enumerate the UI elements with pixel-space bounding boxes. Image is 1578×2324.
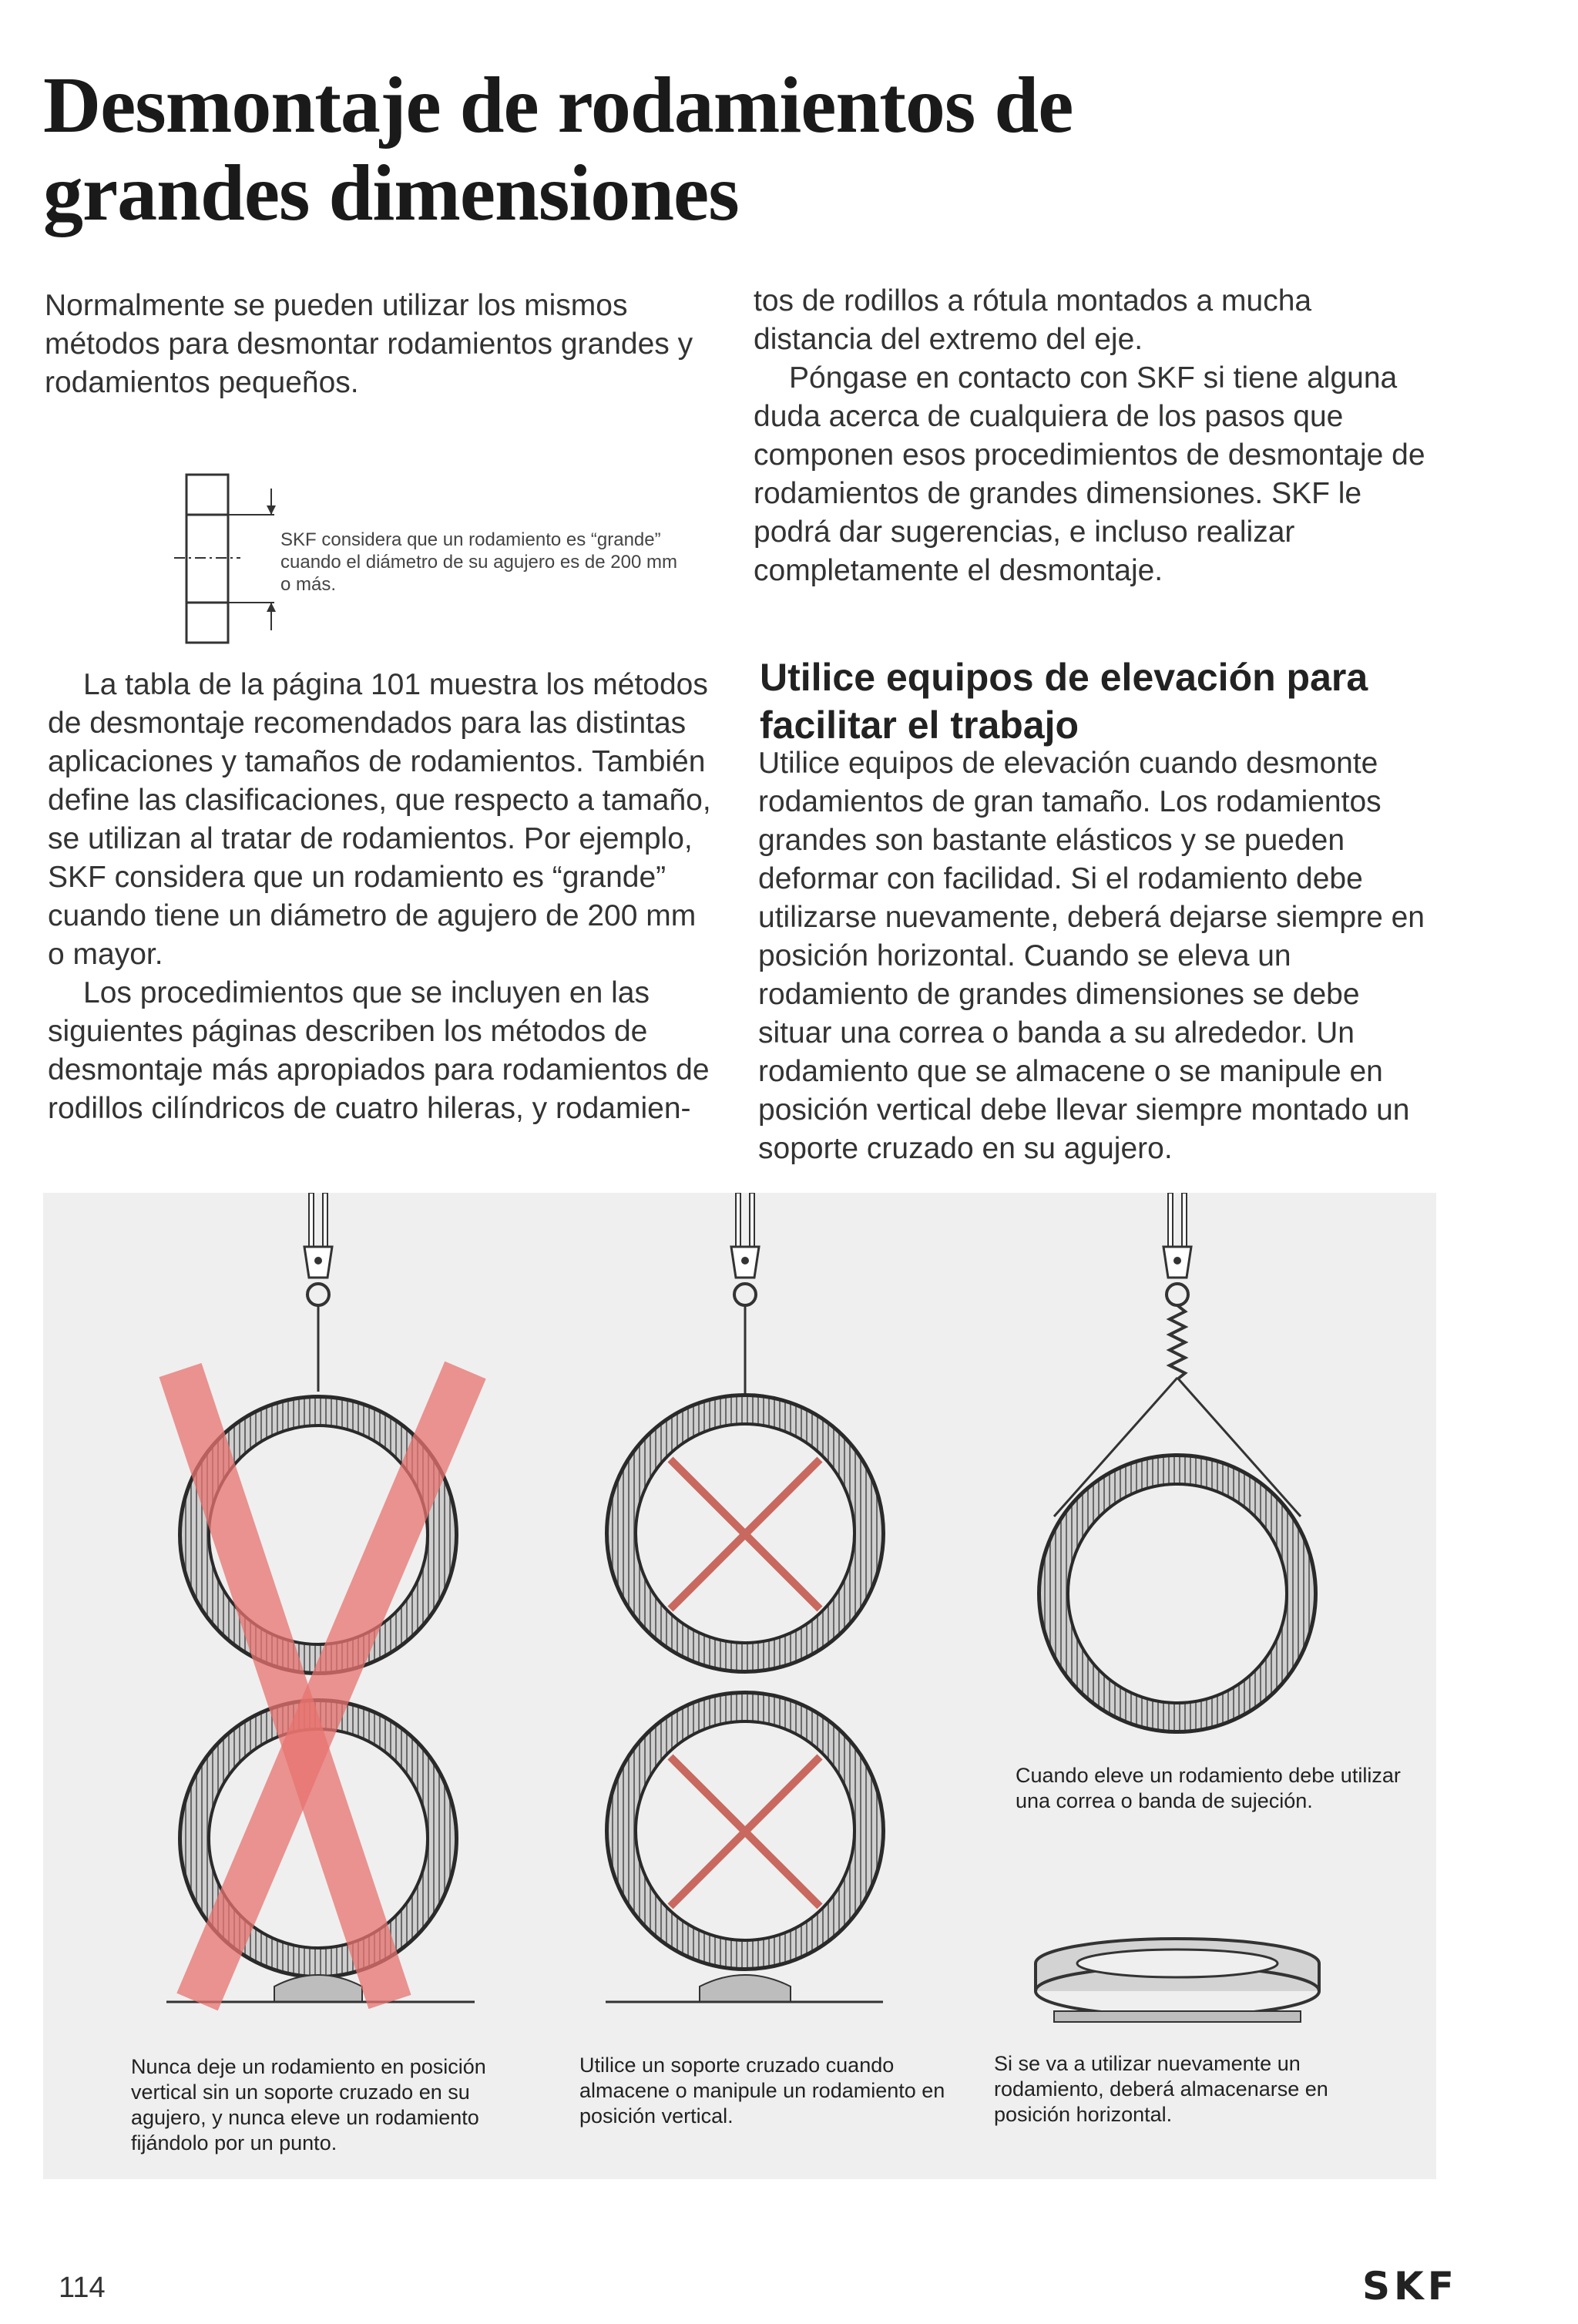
- figure-panel: [43, 1193, 1436, 2179]
- left-column-bottom: [48, 666, 712, 1128]
- title-line-2: grandes dimensiones: [43, 149, 739, 237]
- contact-paragraph: Póngase en contacto con SKF si tiene alguna duda acerca de cualquiera de los pasos que componen esos procedimientos de desmontaje de rodamientos de grandes dimensiones. SKF le podrá dar sugerencias, e incluso realizar completamente el desmontaje.: [754, 361, 1425, 587]
- cross-support-example: [606, 1193, 884, 2002]
- page-number: 114: [59, 2272, 106, 2304]
- caption-wrong: Nunca deje un rodamiento en posición vertical sin un soporte cruzado en su agujero, y nunca eleve un rodamiento fijándolo por un punto.: [131, 2055, 486, 2154]
- left-column-top: [45, 287, 701, 402]
- wrong-example: [166, 1193, 475, 2002]
- horizontal-storage-example: [1036, 1939, 1319, 2022]
- bearing-handling-illustration: [43, 1193, 1436, 2179]
- caption-horizontal: Si se va a utilizar nuevamente un rodamiento, deberá almacenarse en posición horizontal.: [994, 2052, 1328, 2126]
- section-heading: Utilice equipos de elevación para facilitar el trabajo: [760, 656, 1368, 747]
- size-note: SKF considera que un rodamiento es “grande” cuando el diámetro de su agujero es de 200 mm o más.: [280, 529, 677, 595]
- procedures-paragraph: Los procedimientos que se incluyen en las siguientes páginas describen los métodos de desmontaje más apropiados para rodamientos de rodillos cilíndricos de cuatro hileras, y rodamien-: [48, 976, 710, 1125]
- bearing-bore-diagram: [174, 473, 282, 644]
- caption-cross-support: Utilice un soporte cruzado cuando almacene o manipule un rodamiento en posición vertical.: [579, 2054, 945, 2128]
- sling-example: [1039, 1193, 1316, 1732]
- skf-logo: SKF: [1362, 2264, 1458, 2309]
- table-paragraph: La tabla de la página 101 muestra los métodos de desmontaje recomendados para las distintas aplicaciones y tamaños de rodamientos. También define las clasificaciones, que respecto a tamaño, se utilizan al tratar de rodamientos. Por ejemplo, SKF considera que un rodamiento es “grande” cuando tiene un diámetro de agujero de 200 mm o mayor.: [48, 668, 711, 971]
- intro-paragraph: Normalmente se pueden utilizar los mismos métodos para desmontar rodamientos grandes y rodamientos pequeños.: [45, 289, 693, 399]
- right-column-top: [754, 282, 1432, 590]
- continuation-paragraph: tos de rodillos a rótula montados a mucha distancia del extremo del eje.: [754, 284, 1312, 356]
- right-column-bottom: [758, 744, 1436, 1168]
- title-line-1: Desmontaje de rodamientos de: [43, 61, 1073, 149]
- caption-sling: Cuando eleve un rodamiento debe utilizar una correa o banda de sujeción.: [1016, 1764, 1401, 1812]
- lifting-paragraph: Utilice equipos de elevación cuando desmonte rodamientos de gran tamaño. Los rodamientos grandes son bastante elásticos y se pueden deformar con facilidad. Si el rodamiento debe utilizarse nuevamente, deberá dejarse siempre en posición horizontal. Cuando se eleva un rodamiento de grandes dimensiones se debe situar una correa o banda a su alrededor. Un rodamiento que se almacene o se manipule en posición vertical debe llevar siempre montado un soporte cruzado en su agujero.: [758, 747, 1425, 1165]
- page-title: [43, 62, 1276, 237]
